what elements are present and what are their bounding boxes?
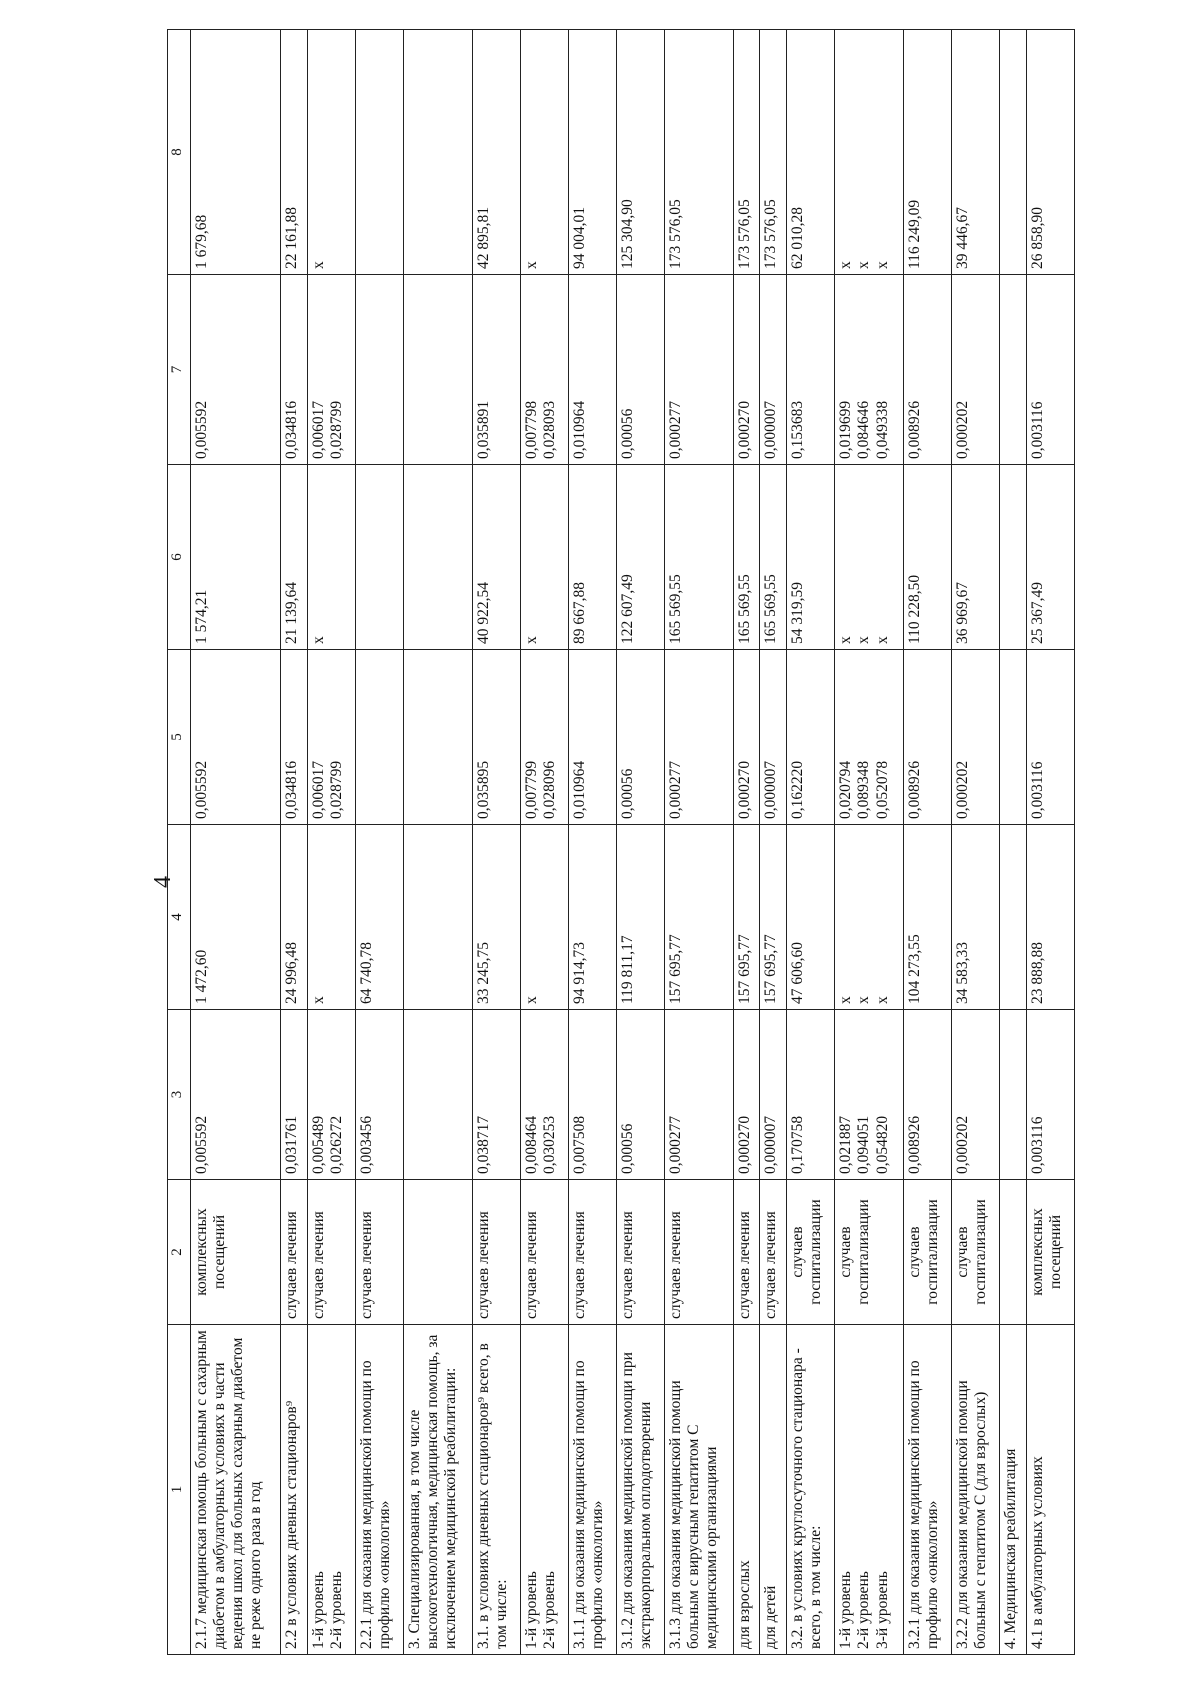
table-cell-col-6: x bbox=[307, 465, 355, 650]
table-row bbox=[307, 30, 355, 1655]
data-table bbox=[167, 29, 1075, 1655]
table-row bbox=[1027, 30, 1075, 1655]
table-cell-col-3: 0,005592 bbox=[191, 1010, 281, 1180]
table-cell-col-8: 116 249,09 bbox=[904, 30, 952, 275]
table-cell-col-1: 3.2.1 для оказания медицинской помощи по профилю «онкология» bbox=[904, 1325, 952, 1655]
table-body bbox=[191, 30, 1075, 1655]
table-cell-col-7: 0,034816 bbox=[281, 275, 308, 465]
table-cell-col-7 bbox=[355, 275, 403, 465]
table-cell-col-1: для детей bbox=[760, 1325, 787, 1655]
table-row bbox=[281, 30, 308, 1655]
table-cell-col-8: 173 576,05 bbox=[760, 30, 787, 275]
table-row bbox=[616, 30, 664, 1655]
table-cell-col-6 bbox=[1000, 465, 1027, 650]
table-cell-col-1: 3.1. в условиях дневных стационаров⁹ всего, в том числе: bbox=[472, 1325, 520, 1655]
table-cell-col-2: случаев госпитализации bbox=[904, 1180, 952, 1325]
table-cell-col-8: 62 010,28 bbox=[787, 30, 835, 275]
table-cell-col-8 bbox=[1000, 30, 1027, 275]
table-cell-col-5: 0,000277 bbox=[664, 650, 733, 825]
table-row bbox=[1000, 30, 1027, 1655]
table-cell-col-4: 119 811,17 bbox=[616, 825, 664, 1010]
table-cell-col-6: x bbox=[520, 465, 568, 650]
table-cell-col-7: 0,000270 bbox=[733, 275, 760, 465]
table-cell-col-3: 0,000007 bbox=[760, 1010, 787, 1180]
table-cell-col-1: 2.2 в условиях дневных стационаров⁹ bbox=[281, 1325, 308, 1655]
table-cell-col-8: 42 895,81 bbox=[472, 30, 520, 275]
table-cell-col-2: случаев лечения bbox=[472, 1180, 520, 1325]
table-cell-col-2 bbox=[403, 1180, 472, 1325]
table-cell-col-5: 0,00056 bbox=[616, 650, 664, 825]
table-cell-col-4: 157 695,77 bbox=[733, 825, 760, 1010]
table-cell-col-6: 89 667,88 bbox=[568, 465, 616, 650]
table-cell-col-4: 34 583,33 bbox=[952, 825, 1000, 1010]
table-cell-col-3: 0,005489 0,026272 bbox=[307, 1010, 355, 1180]
header-col-5: 5 bbox=[168, 650, 191, 825]
table-cell-col-3: 0,003456 bbox=[355, 1010, 403, 1180]
table-cell-col-1: 3.1.2 для оказания медицинской помощи при экстракорпоральном оплодотворении bbox=[616, 1325, 664, 1655]
table-cell-col-7: 0,035891 bbox=[472, 275, 520, 465]
table-cell-col-2: случаев лечения bbox=[664, 1180, 733, 1325]
table-cell-col-4: 104 273,55 bbox=[904, 825, 952, 1010]
header-col-6: 6 bbox=[168, 465, 191, 650]
table-cell-col-8: 125 304,90 bbox=[616, 30, 664, 275]
table-cell-col-1: 3.2. в условиях круглосуточного стационара - всего, в том числе: bbox=[787, 1325, 835, 1655]
table-cell-col-8: 173 576,05 bbox=[664, 30, 733, 275]
table-cell-col-6: 36 969,67 bbox=[952, 465, 1000, 650]
table-cell-col-2: случаев лечения bbox=[281, 1180, 308, 1325]
header-col-1: 1 bbox=[168, 1325, 191, 1655]
table-cell-col-4: 33 245,75 bbox=[472, 825, 520, 1010]
table-cell-col-3 bbox=[403, 1010, 472, 1180]
table-cell-col-3: 0,038717 bbox=[472, 1010, 520, 1180]
table-cell-col-1: 3.2.2 для оказания медицинской помощи больным с гепатитом С (для взрослых) bbox=[952, 1325, 1000, 1655]
header-col-8: 8 bbox=[168, 30, 191, 275]
table-cell-col-4: 157 695,77 bbox=[760, 825, 787, 1010]
table-cell-col-7: 0,153683 bbox=[787, 275, 835, 465]
table-cell-col-1: 1-й уровень 2-й уровень 3-й уровень bbox=[835, 1325, 904, 1655]
table-cell-col-4: 23 888,88 bbox=[1027, 825, 1075, 1010]
table-cell-col-3: 0,007508 bbox=[568, 1010, 616, 1180]
table-cell-col-8: 26 858,90 bbox=[1027, 30, 1075, 275]
table-cell-col-2: случаев лечения bbox=[616, 1180, 664, 1325]
table-cell-col-7: 0,000277 bbox=[664, 275, 733, 465]
table-cell-col-2: случаев лечения bbox=[760, 1180, 787, 1325]
table-row bbox=[787, 30, 835, 1655]
table-cell-col-3: 0,021887 0,094051 0,054820 bbox=[835, 1010, 904, 1180]
table-cell-col-6: 165 569,55 bbox=[733, 465, 760, 650]
table-cell-col-3: 0,000270 bbox=[733, 1010, 760, 1180]
table-cell-col-8: 39 446,67 bbox=[952, 30, 1000, 275]
table-cell-col-6: x x x bbox=[835, 465, 904, 650]
table-cell-col-3: 0,170758 bbox=[787, 1010, 835, 1180]
table-cell-col-5: 0,020794 0,089348 0,052078 bbox=[835, 650, 904, 825]
page-number: 4 bbox=[150, 876, 176, 888]
header-col-7: 7 bbox=[168, 275, 191, 465]
table-cell-col-2: случаев госпитализации bbox=[835, 1180, 904, 1325]
table-header bbox=[168, 30, 191, 1655]
table-row bbox=[472, 30, 520, 1655]
table-cell-col-5: 0,000270 bbox=[733, 650, 760, 825]
table-cell-col-4: 1 472,60 bbox=[191, 825, 281, 1010]
table-row bbox=[835, 30, 904, 1655]
table-cell-col-7: 0,00056 bbox=[616, 275, 664, 465]
table-cell-col-1: 4. Медицинская реабилитация bbox=[1000, 1325, 1027, 1655]
table-cell-col-3: 0,000202 bbox=[952, 1010, 1000, 1180]
table-cell-col-1: 1-й уровень 2-й уровень bbox=[307, 1325, 355, 1655]
table-cell-col-2: случаев госпитализации bbox=[787, 1180, 835, 1325]
table-cell-col-6: 165 569,55 bbox=[664, 465, 733, 650]
table-cell-col-6: 54 319,59 bbox=[787, 465, 835, 650]
table-row bbox=[191, 30, 281, 1655]
table-row bbox=[520, 30, 568, 1655]
table-cell-col-3: 0,003116 bbox=[1027, 1010, 1075, 1180]
table-cell-col-2: случаев лечения bbox=[520, 1180, 568, 1325]
table-cell-col-3: 0,031761 bbox=[281, 1010, 308, 1180]
table-cell-col-5: 0,162220 bbox=[787, 650, 835, 825]
table-row bbox=[952, 30, 1000, 1655]
table-cell-col-6: 165 569,55 bbox=[760, 465, 787, 650]
table-cell-col-1: для взрослых bbox=[733, 1325, 760, 1655]
header-col-2: 2 bbox=[168, 1180, 191, 1325]
table-cell-col-5: 0,034816 bbox=[281, 650, 308, 825]
table-cell-col-1: 3. Специализированная, в том числе высокотехнологичная, медицинская помощь, за исключением медицинской реабилитации: bbox=[403, 1325, 472, 1655]
table-cell-col-5 bbox=[355, 650, 403, 825]
table-row bbox=[403, 30, 472, 1655]
table-cell-col-8: 22 161,88 bbox=[281, 30, 308, 275]
table-cell-col-7: 0,019699 0,084646 0,049338 bbox=[835, 275, 904, 465]
table-cell-col-1: 3.1.1 для оказания медицинской помощи по профилю «онкология» bbox=[568, 1325, 616, 1655]
table-cell-col-7 bbox=[403, 275, 472, 465]
table-row bbox=[568, 30, 616, 1655]
table-cell-col-5: 0,006017 0,028799 bbox=[307, 650, 355, 825]
table-cell-col-3: 0,00056 bbox=[616, 1010, 664, 1180]
header-col-4: 4 bbox=[168, 825, 191, 1010]
table-cell-col-4: x bbox=[307, 825, 355, 1010]
table-cell-col-5: 0,000007 bbox=[760, 650, 787, 825]
table-cell-col-5: 0,005592 bbox=[191, 650, 281, 825]
table-cell-col-2 bbox=[1000, 1180, 1027, 1325]
table-cell-col-7: 0,003116 bbox=[1027, 275, 1075, 465]
table-cell-col-7: 0,008926 bbox=[904, 275, 952, 465]
table-cell-col-6: 21 139,64 bbox=[281, 465, 308, 650]
table-cell-col-8: 94 004,01 bbox=[568, 30, 616, 275]
table-cell-col-4: 47 606,60 bbox=[787, 825, 835, 1010]
table-cell-col-4 bbox=[403, 825, 472, 1010]
table-cell-col-2: комплексных посещений bbox=[191, 1180, 281, 1325]
rotated-table-container bbox=[167, 30, 1075, 1655]
table-cell-col-1: 4.1 в амбулаторных условиях bbox=[1027, 1325, 1075, 1655]
table-cell-col-8 bbox=[355, 30, 403, 275]
table-cell-col-4: x bbox=[520, 825, 568, 1010]
table-row bbox=[904, 30, 952, 1655]
table-cell-col-6: 122 607,49 bbox=[616, 465, 664, 650]
table-cell-col-1: 1-й уровень 2-й уровень bbox=[520, 1325, 568, 1655]
table-cell-col-1: 2.2.1 для оказания медицинской помощи по профилю «онкология» bbox=[355, 1325, 403, 1655]
table-cell-col-7: 0,007798 0,028093 bbox=[520, 275, 568, 465]
table-cell-col-7: 0,000007 bbox=[760, 275, 787, 465]
table-cell-col-4 bbox=[1000, 825, 1027, 1010]
header-col-3: 3 bbox=[168, 1010, 191, 1180]
table-cell-col-8: x x x bbox=[835, 30, 904, 275]
table-cell-col-7: 0,006017 0,028799 bbox=[307, 275, 355, 465]
table-cell-col-4: 24 996,48 bbox=[281, 825, 308, 1010]
table-cell-col-2: случаев лечения bbox=[307, 1180, 355, 1325]
table-cell-col-8: 1 679,68 bbox=[191, 30, 281, 275]
table-cell-col-6: 1 574,21 bbox=[191, 465, 281, 650]
table-cell-col-2: случаев лечения bbox=[733, 1180, 760, 1325]
table-row bbox=[733, 30, 760, 1655]
table-row bbox=[664, 30, 733, 1655]
table-cell-col-5: 0,035895 bbox=[472, 650, 520, 825]
table-cell-col-2: комплексных посещений bbox=[1027, 1180, 1075, 1325]
table-cell-col-5: 0,008926 bbox=[904, 650, 952, 825]
table-cell-col-6: 110 228,50 bbox=[904, 465, 952, 650]
table-cell-col-4: x x x bbox=[835, 825, 904, 1010]
table-cell-col-4: 94 914,73 bbox=[568, 825, 616, 1010]
table-cell-col-5: 0,010964 bbox=[568, 650, 616, 825]
table-cell-col-5: 0,007799 0,028096 bbox=[520, 650, 568, 825]
table-cell-col-3: 0,008926 bbox=[904, 1010, 952, 1180]
table-cell-col-8: 173 576,05 bbox=[733, 30, 760, 275]
table-cell-col-7: 0,010964 bbox=[568, 275, 616, 465]
table-cell-col-7: 0,005592 bbox=[191, 275, 281, 465]
table-cell-col-5 bbox=[403, 650, 472, 825]
table-cell-col-6: 25 367,49 bbox=[1027, 465, 1075, 650]
table-cell-col-7 bbox=[1000, 275, 1027, 465]
table-cell-col-3: 0,008464 0,030253 bbox=[520, 1010, 568, 1180]
table-cell-col-3: 0,000277 bbox=[664, 1010, 733, 1180]
table-cell-col-8: x bbox=[520, 30, 568, 275]
table-cell-col-2: случаев лечения bbox=[568, 1180, 616, 1325]
table-cell-col-8 bbox=[403, 30, 472, 275]
table-cell-col-5 bbox=[1000, 650, 1027, 825]
table-cell-col-5: 0,003116 bbox=[1027, 650, 1075, 825]
table-cell-col-7: 0,000202 bbox=[952, 275, 1000, 465]
table-cell-col-4: 64 740,78 bbox=[355, 825, 403, 1010]
table-row bbox=[760, 30, 787, 1655]
table-cell-col-6: 40 922,54 bbox=[472, 465, 520, 650]
table-row bbox=[355, 30, 403, 1655]
table-cell-col-6 bbox=[355, 465, 403, 650]
table-cell-col-2: случаев госпитализации bbox=[952, 1180, 1000, 1325]
table-cell-col-2: случаев лечения bbox=[355, 1180, 403, 1325]
table-cell-col-1: 3.1.3 для оказания медицинской помощи больным с вирусным гепатитом С медицинскими организациями bbox=[664, 1325, 733, 1655]
table-cell-col-6 bbox=[403, 465, 472, 650]
table-cell-col-8: x bbox=[307, 30, 355, 275]
table-cell-col-3 bbox=[1000, 1010, 1027, 1180]
table-cell-col-4: 157 695,77 bbox=[664, 825, 733, 1010]
table-cell-col-1: 2.1.7 медицинская помощь больным с сахарным диабетом в амбулаторных условиях в части ведения школ для больных сахарным диабетом не реже одного раза в год bbox=[191, 1325, 281, 1655]
table-cell-col-5: 0,000202 bbox=[952, 650, 1000, 825]
